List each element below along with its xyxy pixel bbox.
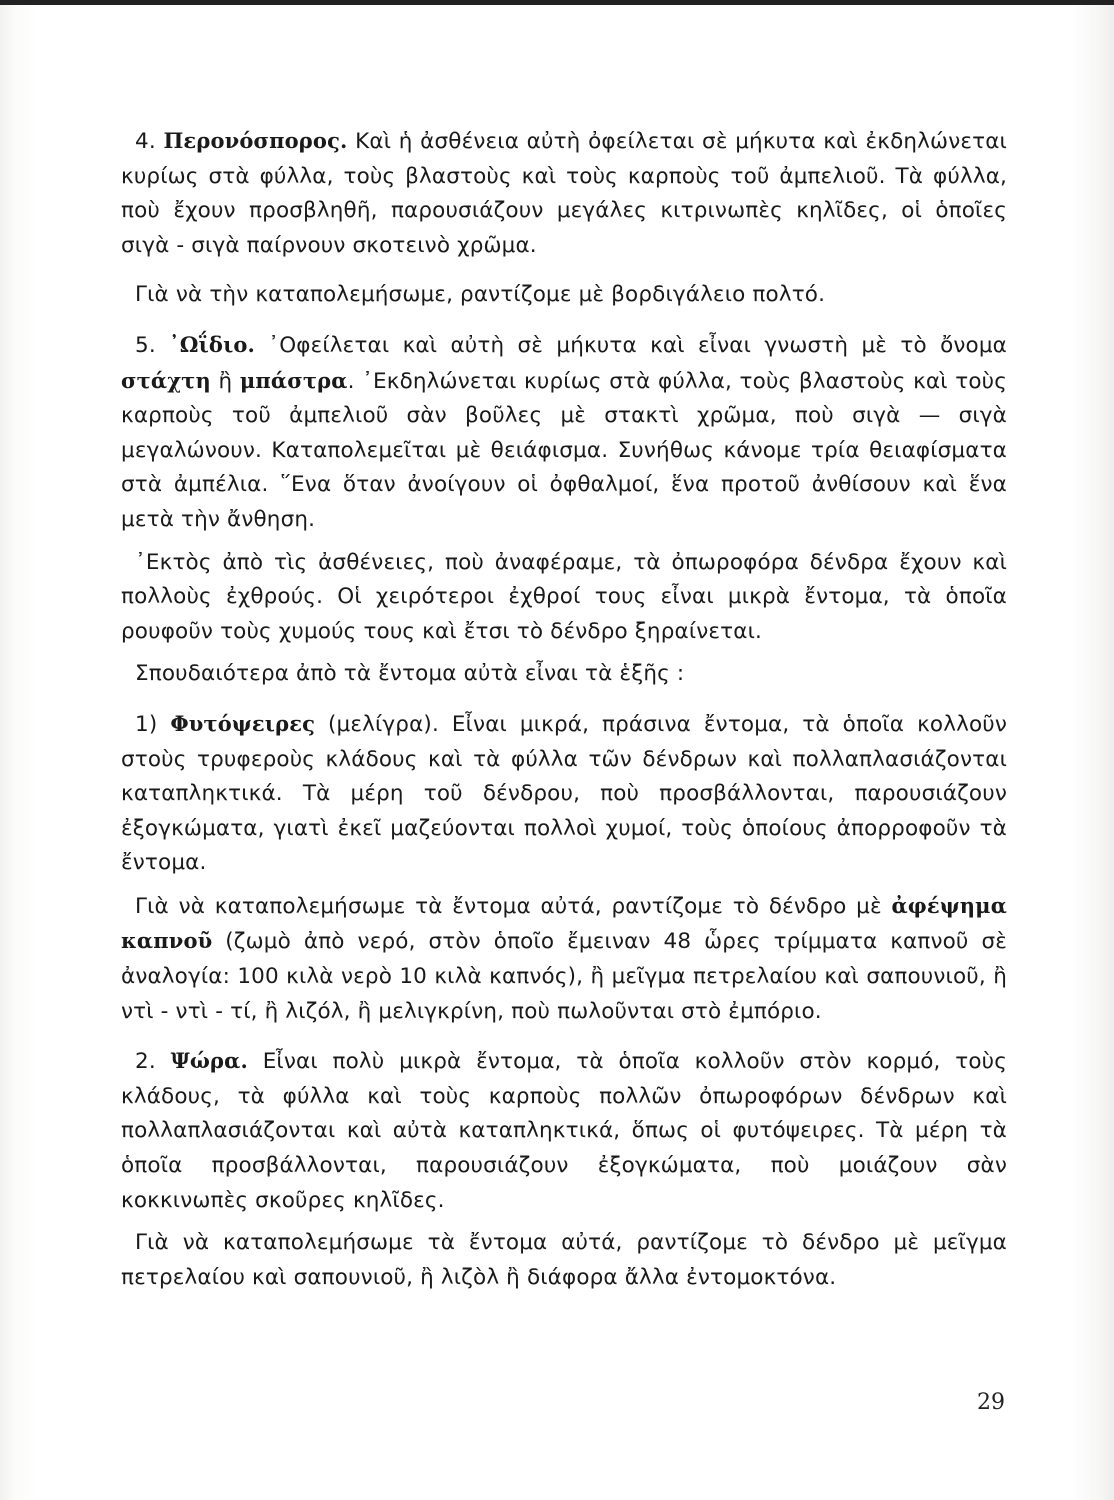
page-number: 29 <box>977 1390 1005 1415</box>
paragraph-scale-treatment <box>121 1226 1007 1295</box>
paragraph-aphids-treatment <box>121 889 1007 1029</box>
section-number: 5. <box>135 332 170 358</box>
section-title: Ψώρα. <box>170 1048 248 1074</box>
section-number: 2. <box>135 1049 171 1075</box>
paragraph-text: Γιὰ νὰ τὴν καταπολεμήσωμε, ραντίζομε μὲ βορδιγάλειο πολτό. <box>135 282 826 308</box>
paragraph-aphids <box>121 707 1007 881</box>
page-body-text <box>121 124 1007 1295</box>
paragraph-text: . ᾿Εκδηλώνεται κυρίως στὰ φύλλα, τοὺς βλαστοὺς καὶ τοὺς καρποὺς τοῦ ἀμπελιοῦ σὰν βοῦλες μὲ στακτὶ χρῶμα, ποὺ σιγὰ — σιγὰ μεγαλώνουν. Καταπολεμεῖται μὲ θειάφισμα. Συνήθως κάνομε τρία θειαφίσματα στὰ ἀμπέλια. ῞Ενα ὅταν ἀνοίγουν οἱ ὀφθαλμοί, ἕνα προτοῦ ἀνθίσουν καὶ ἕνα μετὰ τὴν ἄνθηση. <box>121 368 1008 532</box>
paragraph-text: ᾿Οφείλεται καὶ αὐτὴ σὲ μήκυτα καὶ εἶναι γνωστὴ μὲ τὸ ὄνομα <box>255 332 1007 358</box>
bold-term: στάχτη <box>121 367 211 393</box>
paragraph-text: ἢ <box>210 368 240 394</box>
paragraph-main-pests <box>121 657 1007 692</box>
section-title: Περονόσπορος. <box>163 128 348 153</box>
paragraph-peronospora <box>121 124 1007 263</box>
paragraph-text: Σπουδαιότερα ἀπὸ τὰ ἔντομα αὐτὰ εἶναι τὰ ἑξῆς : <box>135 661 685 687</box>
section-number: 1) <box>135 711 171 737</box>
paragraph-scale-insects <box>121 1044 1007 1218</box>
paragraph-oidio <box>121 328 1007 538</box>
paragraph-peronospora-treatment <box>121 278 1007 313</box>
bold-term: ἀφέψημα καπνοῦ <box>121 892 1007 954</box>
paragraph-text: ᾿Εκτὸς ἀπὸ τὶς ἀσθένειες, ποὺ ἀναφέραμε, τὰ ὀπωροφόρα δένδρα ἔχουν καὶ πολλοὺς ἐχθρούς. Οἱ χειρότεροι ἐχθροί τους εἶναι μικρὰ ἔντομα, τὰ ὁποῖα ρουφοῦν τοὺς χυμούς τους καὶ ἔτσι τὸ δένδρο ξηραίνεται. <box>121 549 1007 644</box>
paragraph-text: Γιὰ νὰ καταπολεμήσωμε τὰ ἔντομα αὐτά, ραντίζομε τὸ δένδρο μὲ <box>135 893 892 919</box>
section-title: Φυτόψειρες <box>170 710 316 736</box>
paragraph-text: (μελίγρα). Εἶναι μικρά, πράσινα ἔντομα, τὰ ὁποῖα κολλοῦν στοὺς τρυφεροὺς κλάδους καὶ τὰ φύλλα τῶν δένδρων καὶ πολλαπλασιάζονται καταπληκτικά. Τὰ μέρη τοῦ δένδρου, ποὺ προσβάλλονται, παρουσιάζουν ἐξογκώματα, γιατὶ ἐκεῖ μαζεύονται πολλοὶ χυμοί, τοὺς ὁποίους ἀπορροφοῦν τὰ ἔντομα. <box>121 711 1007 876</box>
paragraph-text: (ζωμὸ ἀπὸ νερό, στὸν ὁποῖο ἔμειναν 48 ὧρες τρίμματα καπνοῦ σὲ ἀναλογία: 100 κιλὰ νερὸ 10 κιλὰ καπνός), ἢ μεῖγμα πετρελαίου καὶ σαπουνιοῦ, ἢ ντὶ - ντὶ - τί, ἢ λιζόλ, ἢ μελιγκρίνη, ποὺ πωλοῦνται στὸ ἐμπόριο. <box>121 929 1007 1024</box>
paragraph-pests-intro <box>121 546 1007 650</box>
section-number: 4. <box>135 129 164 154</box>
paragraph-text: Εἶναι πολὺ μικρὰ ἔντομα, τὰ ὁποῖα κολλοῦν στὸν κορμό, τοὺς κλάδους, τὰ φύλλα καὶ τοὺς καρποὺς πολλῶν ὀπωροφόρων δένδρων καὶ πολλαπλασιάζονται καὶ αὐτὰ καταπληκτικά, ὅπως οἱ φυτόψειρες. Τὰ μέρη τὰ ὁποῖα προσβάλλονται, παρουσιάζουν ἐξογκώματα, ποὺ μοιάζουν σὰν κοκκινωπὲς σκοῦρες κηλῖδες. <box>121 1049 1007 1213</box>
paragraph-text: Καὶ ἡ ἀσθένεια αὐτὴ ὀφείλεται σὲ μήκυτα καὶ ἐκδηλώνεται κυρίως στὰ φύλλα, τοὺς βλαστοὺς καὶ τοὺς καρποὺς τοῦ ἀμπελιοῦ. Τὰ φύλλα, ποὺ ἔχουν προσβληθῆ, παρουσιάζουν μεγάλες κιτρινωπὲς κηλῖδες, οἱ ὁποῖες σιγὰ - σιγὰ παίρνουν σκοτεινὸ χρῶμα. <box>121 129 1007 258</box>
section-title: ᾿Ωΐδιο. <box>169 331 256 357</box>
page-top-edge <box>0 0 1114 5</box>
paragraph-text: Γιὰ νὰ καταπολεμήσωμε τὰ ἔντομα αὐτά, ραντίζομε τὸ δένδρο μὲ μεῖγμα πετρελαίου καὶ σαπουνιοῦ, ἢ λιζὸλ ἢ διάφορα ἄλλα ἐντομοκτόνα. <box>121 1230 1007 1290</box>
bold-term: μπάστρα <box>239 367 348 393</box>
